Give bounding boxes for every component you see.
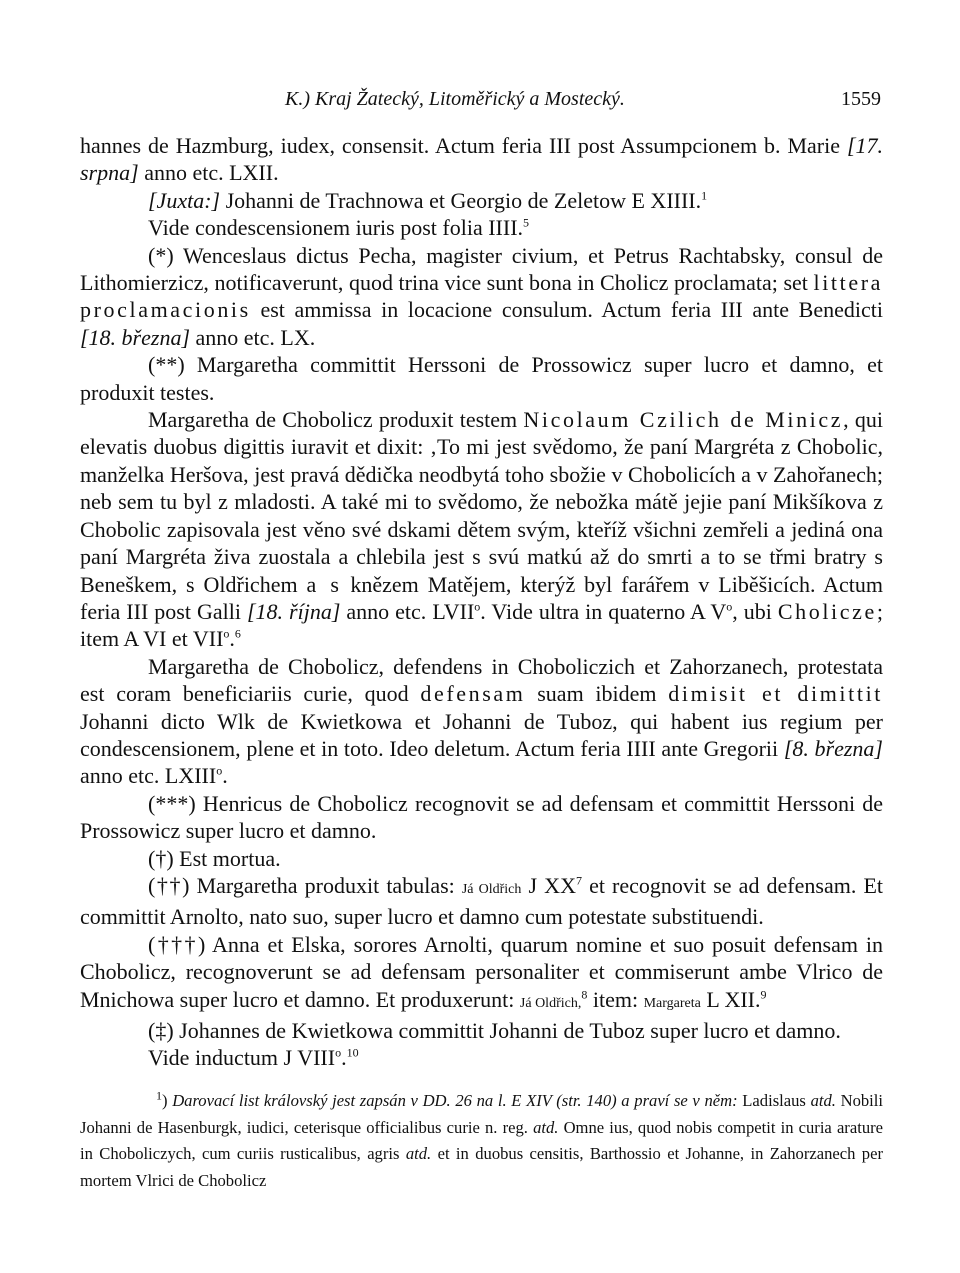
superscript-mark: 5: [523, 215, 530, 230]
text-run: Margareta: [643, 995, 701, 1011]
text-run: .: [229, 626, 235, 652]
paragraph: [80, 931, 883, 1017]
superscript-mark: 7: [575, 873, 582, 888]
text-run: ; item A VI et VII: [80, 598, 883, 652]
text-run: [17. srpna]: [80, 133, 883, 186]
text-run: anno etc. LXIII: [80, 763, 217, 789]
text-run: (††) Margaretha produxit tabulas:: [148, 872, 462, 898]
text-run: et in duobus censitis, Barthossio et Johanne, in Zahorzanech per mortem Vlrici de Chobolicz: [80, 1144, 883, 1190]
text-run: Ladislaus: [737, 1091, 811, 1110]
paragraph: [80, 790, 883, 845]
body-text: [80, 132, 883, 1072]
paragraph: [80, 351, 883, 406]
superscript-mark: 6: [234, 626, 241, 641]
text-run: littera proclamacionis: [80, 270, 883, 323]
text-run: Vide condescensionem iuris post folia IIII.: [148, 215, 524, 241]
superscript-mark: 9: [760, 987, 767, 1002]
text-run: item:: [587, 986, 644, 1012]
text-run: L XII.: [700, 986, 761, 1012]
text-run: Johanni de Trachnowa et Georgio de Zeletow E XIIII.: [220, 187, 702, 213]
text-run: defensam: [420, 681, 526, 707]
text-run: hannes de Hazmburg, iudex, consensit. Actum feria III post Assumpcionem b. Marie: [80, 133, 847, 158]
text-run: Já Oldřich: [461, 881, 522, 897]
superscript-mark: 10: [346, 1046, 359, 1061]
text-run: dimisit et dimittit: [668, 681, 883, 707]
text-run: Cholicze: [777, 598, 877, 624]
text-run: (***) Henricus de Chobolicz recognovit se ad defensam et committit Herssoni de Prossowicz super lucro et damno.: [80, 790, 883, 844]
running-header: [80, 88, 883, 114]
running-title: K.) Kraj Žatecký, Litoměřický a Mostecký.: [285, 88, 625, 110]
text-run: Vide inductum J VIII: [148, 1045, 336, 1071]
text-run: Margaretha de Chobolicz produxit testem: [148, 407, 524, 433]
paragraph: [80, 214, 883, 241]
text-run: [18. března]: [80, 324, 191, 350]
text-run: (*) Wenceslaus dictus Pecha, magister civium, et Petrus Rachtabsky, consul de Lithomierzicz, notificaverunt, quod trina vice sunt bona in Cholicz proclamata; set: [80, 242, 883, 296]
paragraph: [80, 242, 883, 352]
superscript-mark: o: [726, 599, 733, 614]
footnotes: [80, 1088, 883, 1194]
text-run: [8. března]: [783, 735, 883, 761]
text-run: Omne ius, quod nobis competit in curia arature in Choboliczych, cum curiis rusticalibus, agris: [80, 1117, 884, 1163]
text-run: Já Oldřich,: [519, 995, 582, 1011]
text-run: suam ibidem: [525, 681, 669, 707]
paragraph: [80, 1017, 883, 1044]
superscript-mark: o: [335, 1046, 342, 1061]
superscript-mark: o: [474, 599, 481, 614]
paragraph: [80, 132, 883, 187]
text-run: (†) Est mortua.: [148, 845, 281, 871]
text-run: anno etc. LVII: [340, 598, 475, 624]
paragraph: [80, 845, 883, 872]
superscript-mark: 1: [156, 1088, 162, 1103]
text-run: atd.: [533, 1117, 559, 1137]
paragraph: [80, 872, 883, 931]
text-run: ): [162, 1091, 173, 1110]
text-run: . Vide ultra in quaterno A V: [480, 598, 727, 624]
text-run: .: [341, 1045, 347, 1071]
text-run: anno etc. LXII.: [138, 160, 279, 186]
text-run: (**) Margaretha committit Herssoni de Prossowicz super lucro et damno, et produxit testes.: [80, 352, 883, 405]
text-run: est ammissa in locacione consulum. Actum feria III ante Benedicti: [250, 297, 883, 323]
text-run: Nicolaum Czilich de Minicz: [523, 407, 844, 433]
paragraph: [80, 653, 883, 790]
text-run: Darovací list královský jest zapsán v DD. 26 na l. E XIV (str. 140) a praví se v něm:: [172, 1091, 738, 1110]
paragraph: [80, 187, 883, 214]
text-run: , ubi: [732, 598, 778, 624]
text-run: .: [222, 763, 228, 789]
text-run: anno etc. LX.: [190, 324, 316, 350]
superscript-mark: 1: [701, 188, 708, 203]
footnote: [80, 1088, 883, 1194]
superscript-mark: 8: [581, 987, 588, 1002]
text-run: (†††) Anna et Elska, sorores Arnolti, quarum nomine et suo posuit defensam in Chobolicz, recognoverunt se ad defensam personaliter et commiserunt ambe Vlrico de Mnichowa super lucro et damno. Et produxerunt:: [80, 931, 883, 1012]
text-run: et recognovit se ad defensam. Et committit Arnolto, nato suo, super lucro et damno cum potestate substituendi.: [80, 872, 883, 930]
superscript-mark: o: [223, 626, 230, 641]
superscript-mark: o: [216, 764, 223, 779]
paragraph: [80, 1044, 883, 1071]
text-run: J XX: [521, 872, 576, 898]
text-run: knězem Matějem, kterýž byl farářem v Liběšicích. Actum feria III post Galli: [80, 571, 883, 624]
text-run: [18. října]: [246, 598, 341, 624]
text-run: [Juxta:]: [148, 187, 221, 213]
page-number: 1559: [841, 88, 881, 110]
text-run: (‡) Johannes de Kwietkowa committit Johanni de Tuboz super lucro et damno.: [148, 1018, 841, 1043]
paragraph: [80, 406, 883, 653]
text-run: atd.: [405, 1144, 432, 1163]
text-run: , qui elevatis duobus digittis iuravit et dixit: ‚To mi jest svědomo, že paní Margréta z Chobolic, manželka Heršova, jest pravá dědička neodbytá toho sbožie v Chobolicích a v Zahořanech; neb sem tu byl z mladosti. A také mi to svědomo, že nebožka mátě jejie paní Mikšíkova z Chobolic zapisovala jest věno své dskami dětem svým, kteříž všichni zemřeli a jediná ona paní Margréta živa zuostala a chlebila jest s svú matkú až do smrti a to se třmi bratry s Beneškem, s Oldřichem: [80, 407, 883, 597]
text-run: Margaretha de Chobolicz, defendens in Choboliczich et Zahorzanech, protestata est coram beneficiariis curie, quod: [80, 653, 883, 707]
text-run: a s: [306, 571, 342, 597]
text-run: atd.: [810, 1091, 836, 1110]
text-run: Johanni dicto Wlk de Kwietkowa et Johanni de Tuboz, qui habent ius regium per condescensionem, plene et in toto. Ideo deletum. Actum feria IIII ante Gregorii: [80, 708, 883, 761]
text-run: Nobili Johanni de Hasenburgk, iudici, ceterisque officialibus curie n. reg.: [80, 1091, 883, 1137]
